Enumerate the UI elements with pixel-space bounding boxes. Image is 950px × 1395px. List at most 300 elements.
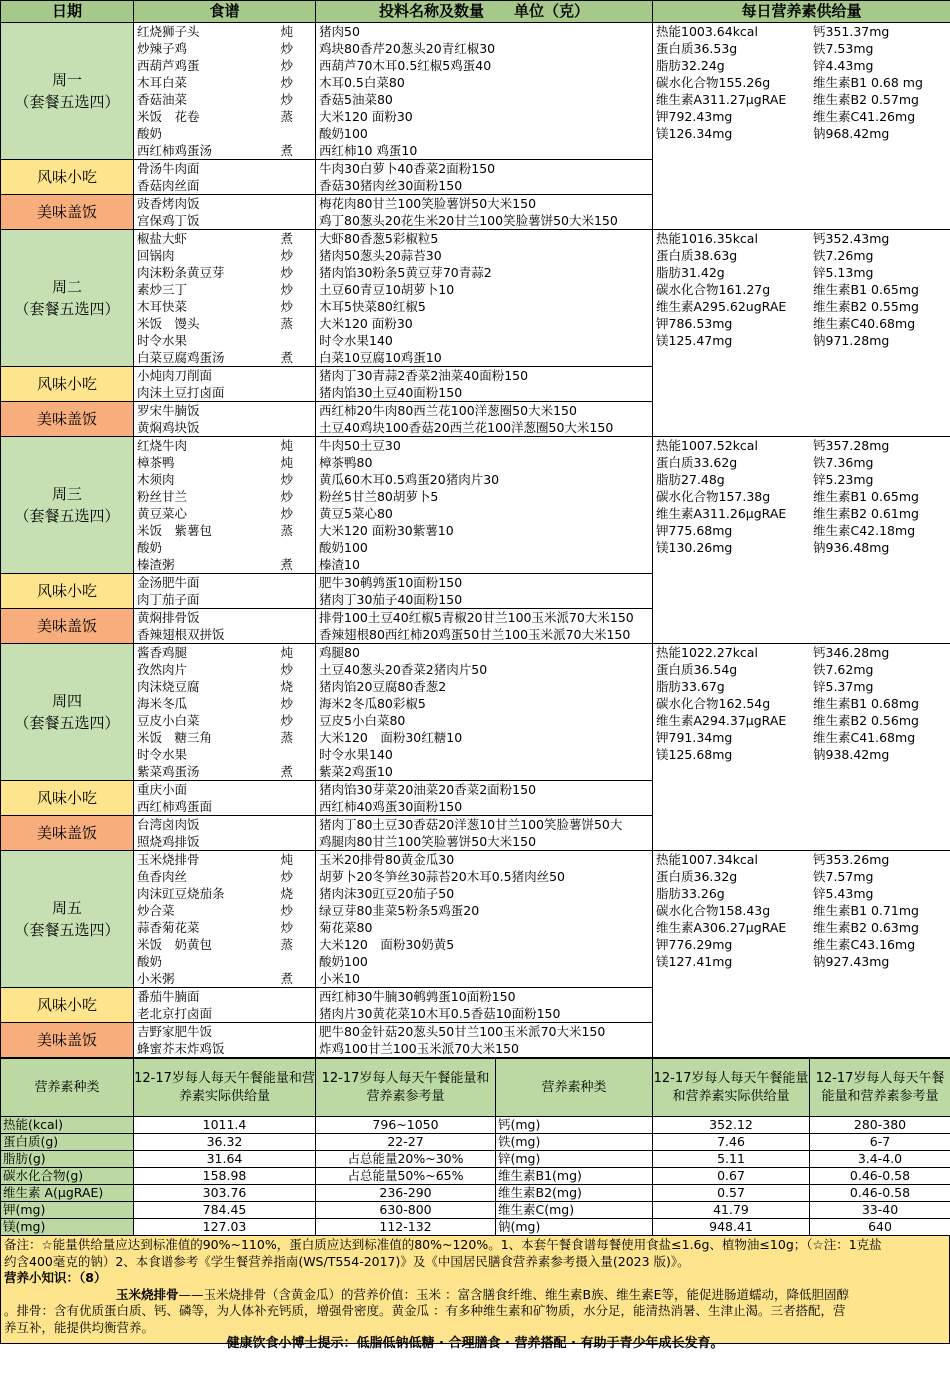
nutrient-value: 热能1007.34kcal — [656, 852, 758, 867]
dish-item — [134, 349, 315, 366]
nutrient-value: 脂肪33.67g — [656, 679, 725, 694]
dish-name: 宫保鸡丁饭 — [137, 213, 200, 228]
cooking-method: 煮 — [280, 971, 293, 986]
ingredient-line: 大米120 面粉30红糖10 — [319, 730, 463, 745]
dish-item — [134, 851, 315, 868]
cooking-method: 煮 — [280, 764, 293, 779]
nutrient-value: 镁125.47mg — [656, 333, 733, 348]
nutrient-amount: 0.57 — [653, 1185, 810, 1202]
nutrient-value: 碳水化合物157.38g — [656, 489, 771, 504]
summary-row — [1, 1202, 950, 1219]
nutrient-amount: 0.67 — [653, 1168, 810, 1185]
nutrient-value: 维生素B1 0.65mg — [813, 489, 919, 504]
nutrient-line — [653, 505, 950, 522]
nutrient-amount: 127.03 — [134, 1219, 316, 1236]
day-cell — [1, 23, 134, 160]
nutrient-line — [653, 936, 950, 953]
nutrient-value: 维生素B1 0.71mg — [813, 903, 919, 918]
nutrient-amount: 796~1050 — [316, 1117, 496, 1134]
ingredient-line: 梅花肉80甘兰100笑脸薯饼50大米150 — [319, 196, 537, 211]
flavor-menu-cell — [134, 988, 316, 1023]
ingredient-line: 鸡腿80 — [319, 645, 360, 660]
day-name: 周二 — [51, 278, 82, 296]
cooking-method: 炒 — [280, 920, 293, 935]
cooking-method: 炒 — [280, 92, 293, 107]
cooking-method: 蒸 — [280, 523, 293, 538]
flavor-menu-cell — [134, 574, 316, 609]
cooking-method: 炒 — [280, 489, 293, 504]
dish-name: 罗宋牛腩饭 — [137, 403, 200, 418]
dish-name: 海米冬瓜 — [137, 696, 188, 711]
nutrient-value: 碳水化合物162.54g — [656, 696, 771, 711]
summary-row — [1, 1134, 950, 1151]
remark-text: 约含400毫克的钠）2、本食谱参考《学生餐营养指南(WS/T554-2017)》及《中国居民膳食营养素参考摄入量(2023 版)》。 — [4, 1253, 690, 1269]
ingredient-line: 猪肉沫30豇豆20茄子50 — [319, 886, 455, 901]
notes-section — [0, 1236, 950, 1351]
dish-name: 米饭 奶黄包 — [137, 937, 213, 952]
dish-item — [134, 712, 315, 729]
nutrient-value: 锌4.43mg — [813, 58, 874, 73]
ingredient-line: 黄豆5菜心80 — [319, 506, 393, 521]
cooking-method: 蒸 — [280, 316, 293, 331]
cooking-method: 煮 — [280, 143, 293, 158]
nutrient-name: 热能(kcal) — [1, 1117, 134, 1134]
flavor-label: 风味小吃 — [1, 988, 134, 1023]
dish-name: 素炒三丁 — [137, 282, 188, 297]
flavor-menu-cell — [134, 160, 316, 195]
dish-item — [134, 230, 315, 247]
rice-menu-cell — [134, 816, 316, 851]
nutrient-line — [653, 522, 950, 539]
knowledge-text: ——玉米烧排骨（含黄金瓜）的营养价值：玉米 ：富含膳食纤维、维生素B族、维生素E等，能促进肠道蠕动，降低胆固醇 — [178, 1286, 849, 1302]
nutrient-value: 碳水化合物155.26g — [656, 75, 771, 90]
dish-name: 酸奶 — [137, 954, 163, 969]
ingredient-line: 木耳0.5白菜80 — [319, 75, 405, 90]
nutrient-amount: 1011.4 — [134, 1117, 316, 1134]
dish-name: 重庆小面 — [137, 782, 188, 797]
cooking-method: 炖 — [280, 852, 293, 867]
nutrient-value: 钾786.53mg — [656, 316, 733, 331]
set-ingredients-cell — [316, 851, 653, 988]
dish-item — [134, 281, 315, 298]
dish-name: 木须肉 — [137, 472, 175, 487]
nutrient-value: 锌5.37mg — [813, 679, 874, 694]
nutrient-value: 钠971.28mg — [813, 333, 890, 348]
dish-name: 蜂蜜芥末炸鸡饭 — [137, 1041, 225, 1056]
nutrient-name: 维生素B1(mg) — [496, 1168, 653, 1185]
dish-item — [134, 1005, 315, 1022]
dish-name: 白菜豆腐鸡蛋汤 — [137, 350, 225, 365]
dish-name: 西红柿鸡蛋面 — [137, 799, 213, 814]
dish-item — [134, 40, 315, 57]
rice-label: 美味盖饭 — [1, 402, 134, 437]
dish-item — [134, 902, 315, 919]
dish-item — [134, 833, 315, 850]
rice-ingredients-cell — [316, 1023, 653, 1058]
nutrient-value: 热能1016.35kcal — [656, 231, 758, 246]
nutrient-name: 维生素 A(μgRAE) — [1, 1185, 134, 1202]
dish-item — [134, 315, 315, 332]
ingredient-line: 胡萝卜20冬笋丝30蒜苔20木耳0.5猪肉丝50 — [319, 869, 566, 884]
dish-name: 香菇肉丝面 — [137, 178, 200, 193]
dish-item — [134, 678, 315, 695]
dish-name: 木耳白菜 — [137, 75, 188, 90]
rice-label: 美味盖饭 — [1, 195, 134, 230]
dish-item — [134, 746, 315, 763]
dish-name: 豆皮小白菜 — [137, 713, 200, 728]
nutrient-line — [653, 108, 950, 125]
nutrient-value: 维生素B2 0.55mg — [813, 299, 919, 314]
dish-name: 米饭 馒头 — [137, 316, 200, 331]
nutrient-value: 维生素B2 0.56mg — [813, 713, 919, 728]
cooking-method: 炒 — [280, 696, 293, 711]
nutrient-line — [653, 281, 950, 298]
ingredient-line: 樟茶鸭80 — [319, 455, 373, 470]
nutrient-line — [653, 298, 950, 315]
dish-name: 骨汤牛肉面 — [137, 161, 200, 176]
rice-menu-cell — [134, 195, 316, 230]
dish-item — [134, 729, 315, 746]
dish-item — [134, 142, 315, 159]
set-menu-cell — [134, 437, 316, 574]
ingredient-line: 紫菜2鸡蛋10 — [319, 764, 393, 779]
cooking-method: 炒 — [280, 282, 293, 297]
ingredient-line: 猪肉馅30土豆40面粉150 — [319, 385, 463, 400]
dish-item — [134, 885, 315, 902]
nutrient-value: 热能1022.27kcal — [656, 645, 758, 660]
ingredient-line: 猪肉馅30粉条5黄豆芽70青蒜2 — [319, 265, 492, 280]
ingredient-line: 猪肉丁30青蒜2香菜2油菜40面粉150 — [319, 368, 529, 383]
nutrient-value: 锌5.23mg — [813, 472, 874, 487]
flavor-ingredients-cell — [316, 574, 653, 609]
dish-name: 紫菜鸡蛋汤 — [137, 764, 200, 779]
nutrient-value: 蛋白质33.62g — [656, 455, 738, 470]
ingredient-line: 猪肉馅30芽菜20油菜20香菜2面粉150 — [319, 782, 537, 797]
flavor-ingredients-cell — [316, 367, 653, 402]
dish-item — [134, 626, 315, 643]
dish-item — [134, 367, 315, 384]
dish-item — [134, 91, 315, 108]
dish-item — [134, 402, 315, 419]
nutrient-value: 维生素B2 0.63mg — [813, 920, 919, 935]
nutrient-value: 脂肪31.42g — [656, 265, 725, 280]
dish-item — [134, 539, 315, 556]
nutrient-amount: 158.98 — [134, 1168, 316, 1185]
day-cell — [1, 851, 134, 988]
nutrient-line — [653, 332, 950, 349]
ingredient-line: 菊花菜80 — [319, 920, 373, 935]
nutrient-value: 蛋白质36.54g — [656, 662, 738, 677]
nutrient-name: 钠(mg) — [496, 1219, 653, 1236]
dish-name: 肉沫豇豆烧茄条 — [137, 886, 225, 901]
nutrient-value: 铁7.57mg — [813, 869, 874, 884]
set-menu-cell — [134, 230, 316, 367]
rice-menu-cell — [134, 609, 316, 644]
nutrition-summary-table — [0, 1058, 950, 1236]
day-set-row — [1, 851, 950, 988]
nutrient-value: 维生素A311.27μgRAE — [656, 92, 787, 107]
dish-name: 炒辣子鸡 — [137, 41, 188, 56]
nutrient-value: 钙353.26mg — [813, 852, 890, 867]
ingredient-line: 绿豆芽80韭菜5粉条5鸡蛋20 — [319, 903, 480, 918]
cooking-method: 炒 — [280, 472, 293, 487]
day-subtitle: （套餐五选四） — [14, 300, 120, 318]
ingredient-line: 大虾80香葱5彩椒粒5 — [319, 231, 439, 246]
cooking-method: 炖 — [280, 455, 293, 470]
dish-name: 椒盐大虾 — [137, 231, 188, 246]
dish-item — [134, 160, 315, 177]
dish-item — [134, 953, 315, 970]
dish-item — [134, 919, 315, 936]
cooking-method: 烧 — [280, 886, 293, 901]
dish-item — [134, 591, 315, 608]
nutrient-amount: 36.32 — [134, 1134, 316, 1151]
dish-name: 酱香鸡腿 — [137, 645, 188, 660]
day-name: 周一 — [51, 71, 82, 89]
ingredient-line: 鸡块80香芹20葱头20青红椒30 — [319, 41, 496, 56]
dish-item — [134, 816, 315, 833]
dish-item — [134, 454, 315, 471]
summary-row — [1, 1151, 950, 1168]
dish-name: 红烧狮子头 — [137, 24, 200, 39]
nutrient-amount: 占总能量20%~30% — [316, 1151, 496, 1168]
nutrient-line — [653, 125, 950, 142]
summary-header: 营养素种类 — [1, 1059, 134, 1117]
nutrient-value: 锌5.43mg — [813, 886, 874, 901]
dish-item — [134, 332, 315, 349]
dish-item — [134, 505, 315, 522]
dish-name: 香菇油菜 — [137, 92, 188, 107]
rice-ingredients-cell — [316, 816, 653, 851]
nutrient-value: 钠968.42mg — [813, 126, 890, 141]
nutrient-line — [653, 712, 950, 729]
dish-item — [134, 23, 315, 40]
cooking-method: 炒 — [280, 713, 293, 728]
dish-item — [134, 574, 315, 591]
dish-item — [134, 661, 315, 678]
dish-item — [134, 74, 315, 91]
dish-name: 米饭 花卷 — [137, 109, 200, 124]
ingredient-line: 大米120 面粉30 — [319, 316, 413, 331]
knowledge-text: 养互补，能提供均衡营养。 — [4, 1319, 155, 1335]
ingredient-line: 猪肉馅20豆腐80香葱2 — [319, 679, 447, 694]
nutrient-amount: 948.41 — [653, 1219, 810, 1236]
ingredient-line: 香菇5油菜80 — [319, 92, 393, 107]
nutrient-amount: 352.12 — [653, 1117, 810, 1134]
nutrient-line — [653, 539, 950, 556]
dish-item — [134, 763, 315, 780]
ingredient-line: 西红柿40鸡蛋30面粉150 — [319, 799, 463, 814]
cooking-method: 炖 — [280, 645, 293, 660]
ingredient-line: 炸鸡100甘兰100玉米派70大米150 — [319, 1041, 519, 1056]
dish-item — [134, 695, 315, 712]
dish-name: 时令水果 — [137, 747, 188, 762]
dish-name: 樟茶鸭 — [137, 455, 175, 470]
nutrient-line — [653, 247, 950, 264]
rice-ingredients-cell — [316, 609, 653, 644]
dish-item — [134, 522, 315, 539]
dish-name: 孜然肉片 — [137, 662, 188, 677]
dish-name: 粉丝甘兰 — [137, 489, 188, 504]
nutrient-value: 维生素A295.62ugRAE — [656, 299, 787, 314]
nutrient-value: 维生素B2 0.61mg — [813, 506, 919, 521]
summary-header-row — [1, 1059, 950, 1117]
flavor-ingredients-cell — [316, 781, 653, 816]
dish-name: 黄焖排骨饭 — [137, 610, 200, 625]
dish-item — [134, 384, 315, 401]
ingredient-line: 猪肉丁30茄子40面粉150 — [319, 592, 463, 607]
dish-name: 木耳快菜 — [137, 299, 188, 314]
cooking-method: 炒 — [280, 869, 293, 884]
nutrient-value: 钠927.43mg — [813, 954, 890, 969]
nutrient-amount: 22-27 — [316, 1134, 496, 1151]
nutrient-value: 镁126.34mg — [656, 126, 733, 141]
nutrient-value: 维生素C42.18mg — [813, 523, 916, 538]
dish-name: 蒜香菊花菜 — [137, 920, 200, 935]
set-menu-cell — [134, 851, 316, 988]
summary-row — [1, 1117, 950, 1134]
dish-name: 小米粥 — [137, 971, 175, 986]
knowledge-line — [4, 1287, 946, 1304]
dish-name: 酸奶 — [137, 540, 163, 555]
set-menu-cell — [134, 23, 316, 160]
dish-name: 酸奶 — [137, 126, 163, 141]
nutrient-value: 碳水化合物161.27g — [656, 282, 771, 297]
nutrient-line — [653, 471, 950, 488]
rice-ingredients-cell — [316, 402, 653, 437]
dish-item — [134, 1040, 315, 1057]
set-ingredients-cell — [316, 644, 653, 781]
rice-label: 美味盖饭 — [1, 816, 134, 851]
header-menu: 食谱 — [134, 1, 316, 23]
nutrient-line — [653, 454, 950, 471]
dish-name: 时令水果 — [137, 333, 188, 348]
dish-name: 黄豆菜心 — [137, 506, 188, 521]
summary-header: 营养素种类 — [496, 1059, 653, 1117]
dish-item — [134, 644, 315, 661]
summary-row — [1, 1219, 950, 1236]
nutrient-name: 钾(mg) — [1, 1202, 134, 1219]
dish-item — [134, 195, 315, 212]
nutrient-name: 锌(mg) — [496, 1151, 653, 1168]
nutrient-value: 碳水化合物158.43g — [656, 903, 771, 918]
ingredient-line: 猪肉50葱头20蒜苔30 — [319, 248, 442, 263]
nutrient-value: 维生素B1 0.65mg — [813, 282, 919, 297]
nutrient-name: 钙(mg) — [496, 1117, 653, 1134]
day-subtitle: （套餐五选四） — [14, 507, 120, 525]
knowledge-title: 营养小知识：（8） — [4, 1270, 107, 1285]
nutrient-line — [653, 746, 950, 763]
rice-label: 美味盖饭 — [1, 1023, 134, 1058]
dish-item — [134, 419, 315, 436]
nutrient-value: 铁7.36mg — [813, 455, 874, 470]
nutrition-cell — [653, 230, 950, 437]
flavor-menu-cell — [134, 781, 316, 816]
nutrient-value: 钾776.29mg — [656, 937, 733, 952]
nutrient-line — [653, 91, 950, 108]
day-cell — [1, 437, 134, 574]
nutrient-value: 铁7.26mg — [813, 248, 874, 263]
dish-item — [134, 609, 315, 626]
dish-name: 西红柿鸡蛋汤 — [137, 143, 213, 158]
day-set-row — [1, 437, 950, 574]
nutrient-line — [653, 488, 950, 505]
set-ingredients-cell — [316, 437, 653, 574]
nutrition-cell — [653, 437, 950, 644]
ingredient-line: 肥牛30鹌鹑蛋10面粉150 — [319, 575, 463, 590]
nutrient-amount: 7.46 — [653, 1134, 810, 1151]
day-cell — [1, 230, 134, 367]
cooking-method: 烧 — [280, 679, 293, 694]
dish-name: 黄焖鸡块饭 — [137, 420, 200, 435]
nutrient-value: 铁7.62mg — [813, 662, 874, 677]
nutrient-value: 蛋白质38.63g — [656, 248, 738, 263]
header-ingredients: 投料名称及数量 单位（克） — [316, 1, 653, 23]
nutrient-value: 脂肪27.48g — [656, 472, 725, 487]
nutrient-line — [653, 40, 950, 57]
ingredient-line: 海米2冬瓜80彩椒5 — [319, 696, 426, 711]
dish-name: 老北京打卤面 — [137, 1006, 213, 1021]
nutrient-amount: 112-132 — [316, 1219, 496, 1236]
dish-name: 照烧鸡排饭 — [137, 834, 200, 849]
ingredient-line: 大米120 面粉30奶黄5 — [319, 937, 455, 952]
cooking-method: 炒 — [280, 299, 293, 314]
cooking-method: 炖 — [280, 438, 293, 453]
dish-item — [134, 798, 315, 815]
day-subtitle: （套餐五选四） — [14, 93, 120, 111]
summary-header: 12-17岁每人每天午餐能量和营养素实际供给量 — [653, 1059, 810, 1117]
summary-row — [1, 1185, 950, 1202]
cooking-method: 蒸 — [280, 937, 293, 952]
nutrient-amount: 5.11 — [653, 1151, 810, 1168]
nutrition-cell — [653, 644, 950, 851]
nutrient-value: 维生素C40.68mg — [813, 316, 916, 331]
dish-item — [134, 488, 315, 505]
nutrient-value: 钾792.43mg — [656, 109, 733, 124]
dish-name: 吉野家肥牛饭 — [137, 1024, 213, 1039]
ingredient-line: 鸡腿肉80甘兰100笑脸薯饼50大米150 — [319, 834, 537, 849]
nutrient-amount: 31.64 — [134, 1151, 316, 1168]
nutrient-value: 维生素C41.68mg — [813, 730, 916, 745]
dish-item — [134, 57, 315, 74]
nutrient-line — [653, 57, 950, 74]
dish-name: 回锅肉 — [137, 248, 175, 263]
dish-name: 榛渣粥 — [137, 557, 175, 572]
nutrient-line — [653, 23, 950, 40]
dish-name: 西葫芦鸡蛋 — [137, 58, 200, 73]
day-name: 周五 — [51, 899, 82, 917]
flavor-ingredients-cell — [316, 988, 653, 1023]
cooking-method: 煮 — [280, 231, 293, 246]
nutrient-value: 维生素A306.27μgRAE — [656, 920, 787, 935]
ingredient-line: 西葫芦70木耳0.5红椒5鸡蛋40 — [319, 58, 492, 73]
day-subtitle: （套餐五选四） — [14, 714, 120, 732]
nutrient-line — [653, 885, 950, 902]
ingredient-line: 土豆40鸡块100香菇20西兰花100洋葱圈50大米150 — [319, 420, 614, 435]
rice-menu-cell — [134, 402, 316, 437]
nutrition-cell — [653, 23, 950, 230]
nutrient-line — [653, 437, 950, 454]
cooking-method: 蒸 — [280, 109, 293, 124]
nutrient-line — [653, 919, 950, 936]
footer-tip: 健康饮食小博士提示：低脂低钠低糖 · 合理膳食 · 营养搭配 · 有助于青少年成长发育。 — [226, 1336, 724, 1351]
cooking-method: 炒 — [280, 506, 293, 521]
nutrient-value: 钙352.43mg — [813, 231, 890, 246]
dish-name: 红烧牛肉 — [137, 438, 188, 453]
ingredient-line: 时令水果140 — [319, 333, 393, 348]
ingredient-line: 牛肉50土豆30 — [319, 438, 401, 453]
ingredient-line: 土豆60青豆10胡萝卜10 — [319, 282, 455, 297]
